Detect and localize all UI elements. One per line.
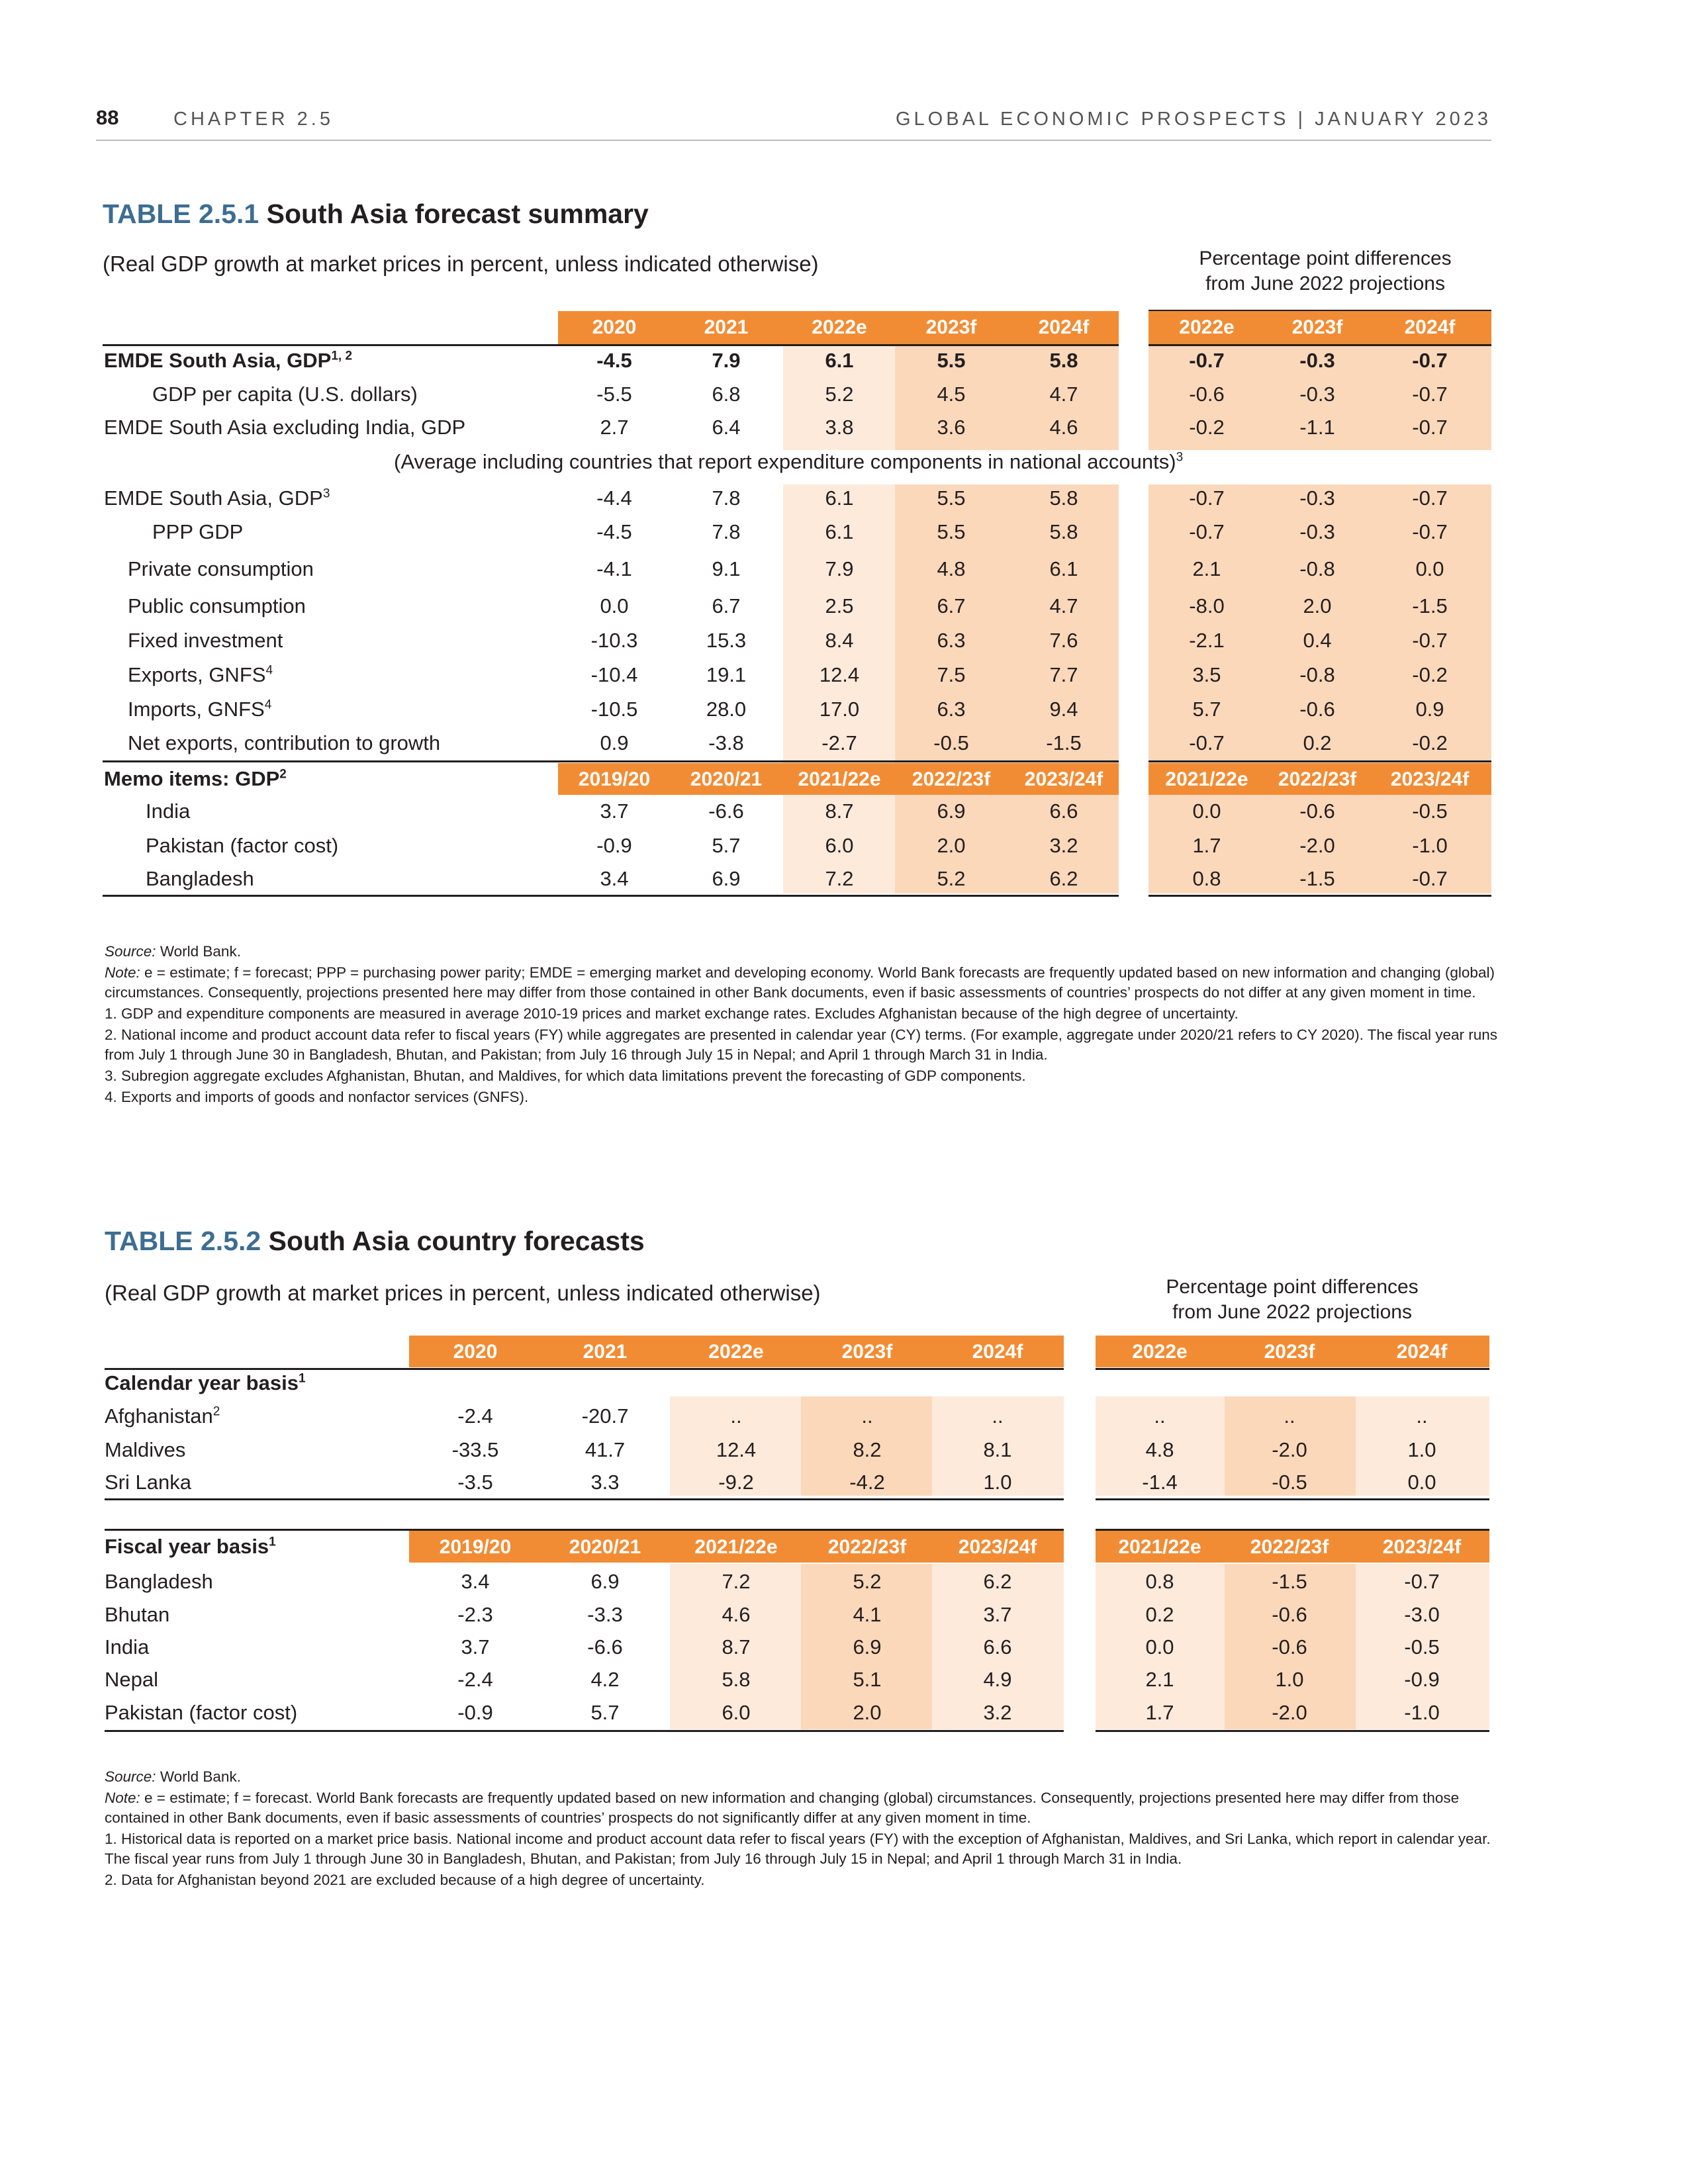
table1-cell: 4.8 (937, 557, 966, 580)
table2-bottom-rule (105, 1730, 1064, 1732)
table1-cell: 6.3 (937, 629, 966, 652)
table1-diff-cell: -0.7 (1412, 520, 1448, 543)
table2-fy-diff-cell: 0.0 (1145, 1635, 1174, 1659)
table1-memo-cell: -0.9 (596, 834, 632, 857)
table2-fy-cell: 6.0 (722, 1701, 751, 1724)
table1-memo-cell: 5.2 (937, 867, 966, 890)
table1-note: Note: e = estimate; f = forecast; PPP = purchasing power parity; EMDE = emerging market and developing economy. World Bank forecasts are frequently updated based on new information and changing (global) circumstances. Consequently, projections presented here may differ from those contained in other Bank documents, even if basic assessments of countries’ prospects do not differ at any given moment in time. (105, 964, 1495, 1001)
table1-row-label: Net exports, contribution to growth (128, 731, 441, 754)
table2-fy-cell: -6.6 (587, 1635, 623, 1659)
table1-diff-header-rule (1149, 344, 1491, 346)
table1-title (103, 199, 649, 230)
table1-cell: -4.1 (596, 557, 632, 580)
table1-cell: 7.9 (825, 557, 854, 580)
table1-memo-cell: 6.9 (937, 799, 966, 823)
table2-cal-diff-col-header: 2024f (1396, 1341, 1448, 1363)
table2-fy-cell: 2.0 (853, 1701, 882, 1724)
table1-diff-cell: -2.1 (1189, 629, 1225, 652)
table2-title (105, 1226, 645, 1257)
table1-pp-note-line1: Percentage point differences (1199, 248, 1452, 269)
table2-cal-col-header: 2022e (708, 1341, 764, 1363)
table2-fy-diff-cell: 0.8 (1145, 1570, 1174, 1593)
table1-cell: 6.1 (825, 486, 854, 510)
table2-cal-col-header: 2020 (453, 1341, 498, 1363)
table2-fy-diff-cell: 0.2 (1145, 1603, 1174, 1626)
table2-cal-label: Calendar year basis$^1$ (105, 1371, 306, 1394)
table1-cell: 12.4 (819, 663, 860, 686)
table1-section-note: (Average including countries that report expenditure components in national accounts)$^3$ (394, 450, 1184, 473)
table2-note: Note: e = estimate; f = forecast. World Bank forecasts are frequently updated based on new information and changing (global) circumstances. Consequently, projections presented here may differ from those contained in other Bank documents, even if basic assessments of countries’ prospects do not significantly differ at any given moment in time. (105, 1790, 1460, 1826)
table1-footnote-2: 2. National income and product account data refer to fiscal years (FY) while aggregates are presented in calendar year (CY) terms. (For example, aggregate under 2020/21 refers to CY 2020). The fiscal year runs from July 1 through June 30 in Bangladesh, Bhutan, and Pakistan; from July 16 through July 15 in Nepal; and April 1 through March 31 in India. (105, 1026, 1498, 1063)
table2-cal-col-header: 2023f (841, 1341, 893, 1363)
table2-pp-note-line2: from June 2022 projections (1172, 1301, 1412, 1323)
table2-cal-cell: 8.2 (853, 1438, 882, 1461)
table1-memo-diff-cell: -1.0 (1412, 834, 1448, 857)
table1-diff-cell: 3.5 (1192, 663, 1221, 686)
table2-fy-cell: 6.6 (983, 1635, 1012, 1659)
table2-fy-cell: 4.2 (590, 1668, 620, 1691)
table1-cell: 2.5 (825, 594, 854, 617)
table2-cal-diff-col-header: 2023f (1264, 1341, 1315, 1363)
page-number: 88 (96, 106, 119, 129)
table1-cell: 4.6 (1049, 416, 1078, 439)
table2-fy-col-header: 2020/21 (569, 1536, 641, 1558)
table1-memo-col-header: 2022/23f (912, 768, 991, 790)
table2-cal-cell: .. (992, 1404, 1004, 1428)
table1-diff-cell: -0.7 (1412, 416, 1448, 439)
table2-fy-cell: -0.9 (457, 1701, 493, 1724)
table1-memo-cell: 7.2 (825, 867, 854, 890)
table2-fy-cell: 6.2 (983, 1570, 1012, 1593)
table1-row-label: Fixed investment (128, 629, 283, 652)
table2-cal-diff-cell: .. (1416, 1404, 1428, 1428)
table1-diff-cell: -8.0 (1189, 594, 1225, 617)
table2-cal-col-header: 2021 (583, 1341, 628, 1363)
table2-cal-diff-header-rule (1096, 1368, 1489, 1370)
table1-memo-diff-rule (1149, 760, 1491, 762)
table1-cell: -10.4 (590, 663, 638, 686)
table1-cell: -4.5 (596, 349, 632, 372)
table1-col-header: 2022e (812, 316, 867, 338)
table2-cal-bottom-rule (105, 1498, 1064, 1500)
table2-cal-col-header: 2024f (972, 1341, 1023, 1363)
table1-cell: -10.3 (590, 629, 638, 652)
table2-cal-cell: 3.3 (590, 1471, 620, 1494)
table1-notes (105, 942, 1501, 1109)
table1-cell: 15.3 (706, 629, 747, 652)
table2-cal-cell: 1.0 (983, 1471, 1012, 1494)
table1-cell: 5.5 (937, 349, 966, 372)
table1-diff-cell: -0.6 (1189, 383, 1225, 406)
table1-cell: 6.1 (1049, 557, 1078, 580)
table1-diff-cell: 2.1 (1192, 557, 1221, 580)
table1-cell: 7.9 (712, 349, 741, 372)
table1-memo-diff-cell: -0.7 (1412, 867, 1448, 890)
table2-cal-cell: .. (861, 1404, 873, 1428)
table2-fy-col-header: 2023/24f (958, 1536, 1037, 1558)
table2-fy-cell: 6.9 (853, 1635, 882, 1659)
table1-diff-col-header: 2023f (1291, 316, 1343, 338)
table1-memo-cell: 6.2 (1049, 867, 1078, 890)
table2-fy-cell: -2.4 (457, 1668, 493, 1691)
table2-cal-diff-cell: -0.5 (1272, 1471, 1307, 1494)
table1-footnote-3: 3. Subregion aggregate excludes Afghanistan, Bhutan, and Maldives, for which data limitations prevent the forecasting of GDP components. (105, 1068, 1026, 1084)
table2-fy-diff-cell: -2.0 (1272, 1701, 1307, 1724)
table2-footnote-2: 2. Data for Afghanistan beyond 2021 are excluded because of a high degree of uncertainty. (105, 1872, 705, 1888)
table1-cell: 4.7 (1049, 594, 1078, 617)
chapter-label: CHAPTER 2.5 (173, 109, 334, 130)
table2-subtitle: (Real GDP growth at market prices in percent, unless indicated otherwise) (105, 1281, 821, 1305)
table1-bottom-rule (103, 895, 1119, 897)
table1-cell: 5.2 (825, 383, 854, 406)
table2-fy-diff-col-header: 2023/24f (1382, 1536, 1462, 1558)
table2-fy-cell: 5.8 (722, 1668, 751, 1691)
table1-cell: 6.3 (937, 698, 966, 721)
table1-cell: -1.5 (1046, 731, 1082, 754)
table1-memo-label: Memo items: GDP$^2$ (104, 767, 287, 790)
publication-title: GLOBAL ECONOMIC PROSPECTS | JANUARY 2023 (896, 109, 1491, 130)
table1-memo-cell: 2.0 (937, 834, 966, 857)
table2-cal-cell: -33.5 (451, 1438, 499, 1461)
table1-diff-cell: -0.3 (1299, 383, 1335, 406)
table2-fy-cell: 7.2 (722, 1570, 751, 1593)
table1-diff-cell: -0.7 (1412, 486, 1448, 510)
table1-memo-cell: 3.2 (1049, 834, 1078, 857)
table1-cell: 6.8 (712, 383, 741, 406)
table1-cell: 6.7 (937, 594, 966, 617)
table2-fy-col-header: 2019/20 (439, 1536, 512, 1558)
table1-memo-cell: 6.6 (1049, 799, 1078, 823)
table2-fy-cell: 4.6 (722, 1603, 751, 1626)
table1-footnote-1: 1. GDP and expenditure components are measured in average 2010-19 prices and market exchange rates. Excludes Afghanistan because of the high degree of uncertainty. (105, 1005, 1239, 1022)
table1-cell: 3.8 (825, 416, 854, 439)
table1-cell: 4.7 (1049, 383, 1078, 406)
table2-fy-diff-cell: -0.6 (1272, 1603, 1307, 1626)
table1-col-header: 2021 (704, 316, 749, 338)
table1-diff-bottom-rule (1149, 895, 1491, 897)
table2-fy-cell: -3.3 (587, 1603, 623, 1626)
table2-fy-row-label: Pakistan (factor cost) (105, 1701, 298, 1724)
table2-fy-diff-col-header: 2022/23f (1250, 1536, 1329, 1558)
table2-fy-diff-cell: -0.5 (1404, 1635, 1440, 1659)
table1-cell: 0.0 (600, 594, 629, 617)
table2-number: TABLE 2.5.2 (105, 1226, 261, 1256)
table1-memo-cell: 3.4 (600, 867, 629, 890)
table2-fy-diff-cell: -1.5 (1272, 1570, 1307, 1593)
table2-cal-diff-cell: -2.0 (1272, 1438, 1307, 1461)
table2-fy-diff-cell: -3.0 (1404, 1603, 1440, 1626)
table2-fy-cell: 3.4 (461, 1570, 490, 1593)
table2-fy-diff-cell: -0.7 (1404, 1570, 1440, 1593)
table1-cell: 5.8 (1049, 486, 1078, 510)
table1-col-header: 2023f (925, 316, 977, 338)
table2-fy-diff-cell: 1.0 (1275, 1668, 1304, 1691)
table1-row-label: Private consumption (128, 557, 314, 580)
table1-diff-col-header: 2024f (1404, 316, 1456, 338)
table1-memo-cell: 8.7 (825, 799, 854, 823)
table1-diff-cell: -0.7 (1412, 349, 1448, 372)
table1-cell: 17.0 (819, 698, 860, 721)
table1-cell: 4.5 (937, 383, 966, 406)
table1-row-label: PPP GDP (152, 520, 244, 543)
table1-title-text: South Asia forecast summary (266, 199, 649, 229)
table1-diff-cell: -1.1 (1299, 416, 1335, 439)
table2-fy-col-header: 2022/23f (827, 1536, 907, 1558)
table1-memo-cell: 5.7 (712, 834, 741, 857)
table2-fy-diff-col-header: 2021/22e (1118, 1536, 1201, 1558)
table1-cell: 0.9 (600, 731, 629, 754)
table1-diff-cell: -0.7 (1189, 486, 1225, 510)
table1-cell: 5.5 (937, 520, 966, 543)
table1-col-header: 2020 (592, 316, 637, 338)
table1-diff-cell: -0.7 (1189, 731, 1225, 754)
table1-cell: 3.6 (937, 416, 966, 439)
table2-notes (105, 1767, 1501, 1891)
table1-memo-row-label: Pakistan (factor cost) (146, 834, 339, 857)
table2-cal-cell: .. (730, 1404, 742, 1428)
table1-cell: 9.1 (712, 557, 741, 580)
table1-diff-cell: -0.7 (1412, 629, 1448, 652)
table1-footnote-4: 4. Exports and imports of goods and nonfactor services (GNFS). (105, 1089, 529, 1105)
table1-diff-cell: -0.7 (1412, 383, 1448, 406)
table1-cell: 6.1 (825, 349, 854, 372)
table2-cal-cell: 12.4 (716, 1438, 757, 1461)
table1-header-rule (103, 344, 1119, 346)
table2-fy-cell: 5.2 (853, 1570, 882, 1593)
table2-cal-row-label: Afghanistan$^2$ (105, 1404, 220, 1428)
table1-memo-cell: -6.6 (708, 799, 744, 823)
table1-cell: 7.6 (1049, 629, 1078, 652)
table1-memo-col-header: 2020/21 (690, 768, 763, 790)
table1-cell: -0.5 (933, 731, 969, 754)
table1-pp-note-line2: from June 2022 projections (1205, 273, 1445, 295)
table2-fy-diff-cell: 1.7 (1145, 1701, 1174, 1724)
table2-fy-cell: 4.9 (983, 1668, 1012, 1691)
table1-cell: 6.4 (712, 416, 741, 439)
table2-title-text: South Asia country forecasts (268, 1226, 645, 1256)
table2-cal-cell: -4.2 (849, 1471, 885, 1494)
table1-diff-cell: 0.0 (1415, 557, 1444, 580)
table2-pp-note (1120, 1275, 1464, 1325)
table1-cell: 7.8 (712, 520, 741, 543)
table2-fy-cell: 8.7 (722, 1635, 751, 1659)
table2-cal-diff-cell: .. (1284, 1404, 1295, 1428)
table1-diff-cell: 0.2 (1303, 731, 1332, 754)
table1-row-label: EMDE South Asia excluding India, GDP (104, 416, 466, 439)
table1-memo-diff-col-header: 2022/23f (1278, 768, 1357, 790)
table1-cell: 5.8 (1049, 520, 1078, 543)
table1-memo-diff-cell: -1.5 (1299, 867, 1335, 890)
table2-fy-cell: -2.3 (457, 1603, 493, 1626)
table2-cal-cell: -3.5 (457, 1471, 493, 1494)
table1-memo-diff-cell: 0.0 (1192, 799, 1221, 823)
table2-pp-note-line1: Percentage point differences (1166, 1276, 1419, 1298)
table2-fy-cell: 3.2 (983, 1701, 1012, 1724)
table2-fy-row-label: Bhutan (105, 1603, 170, 1626)
table1-cell: 19.1 (706, 663, 747, 686)
table1-row-label: Imports, GNFS$^4$ (128, 698, 272, 721)
table1-subtitle: (Real GDP growth at market prices in percent, unless indicated otherwise) (103, 251, 819, 276)
table1-diff-cell: -0.3 (1299, 486, 1335, 510)
table1-cell: 5.8 (1049, 349, 1078, 372)
table2-cal-diff-cell: -1.4 (1142, 1471, 1178, 1494)
table2-fy-diff-cell: -0.6 (1272, 1635, 1307, 1659)
table1-memo-cell: 6.0 (825, 834, 854, 857)
table2-cal-cell: -9.2 (718, 1471, 754, 1494)
table1-memo-col-header: 2019/20 (578, 768, 651, 790)
table1-diff-cell: 5.7 (1192, 698, 1221, 721)
table2-cal-row-label: Maldives (105, 1438, 186, 1461)
table2-fy-cell: 3.7 (461, 1635, 490, 1659)
table2-cal-cell: 8.1 (983, 1438, 1012, 1461)
table1-number: TABLE 2.5.1 (103, 199, 259, 229)
table1-diff-cell: 0.4 (1303, 629, 1332, 652)
table1-memo-rule (103, 760, 1119, 762)
table2-fy-row-label: Nepal (105, 1668, 158, 1691)
table1-cell: -4.4 (596, 486, 632, 510)
table2-fy-cell: 3.7 (983, 1603, 1012, 1626)
table1-memo-diff-cell: 0.8 (1192, 867, 1221, 890)
table1-row-label: EMDE South Asia, GDP$^{1, 2}$ (104, 349, 353, 372)
table2-fy-label: Fiscal year basis$^1$ (105, 1535, 276, 1558)
table1-memo-diff-col-header: 2021/22e (1165, 768, 1248, 790)
table2-fy-cell: 5.7 (590, 1701, 620, 1724)
table1-cell: 7.5 (937, 663, 966, 686)
table1-memo-row-label: India (146, 799, 191, 823)
table1-diff-cell: -0.2 (1189, 416, 1225, 439)
table1-cell: 9.4 (1049, 698, 1078, 721)
table2-fy-cell: 5.1 (853, 1668, 882, 1691)
table1-diff-cell: -0.2 (1412, 731, 1448, 754)
table2-cal-row-label: Sri Lanka (105, 1471, 191, 1494)
table2-fy-diff-cell: -1.0 (1404, 1701, 1440, 1724)
table1-cell: -2.7 (821, 731, 857, 754)
table1-diff-cell: -0.7 (1189, 349, 1225, 372)
table1-cell: -4.5 (596, 520, 632, 543)
table2-footnote-1: 1. Historical data is reported on a market price basis. National income and product account data refer to fiscal years (FY) with the exception of Afghanistan, Maldives, and Sri Lanka, which report in calendar year. The fiscal year runs from July 1 through June 30 in Bangladesh, Bhutan, and Pakistan; from July 16 through July 15 in Nepal; and April 1 through March 31 in India. (105, 1831, 1491, 1867)
table2-fy-diff-cell: 2.1 (1145, 1668, 1174, 1691)
header-rule (96, 140, 1491, 141)
table1-diff-cell: 0.9 (1415, 698, 1444, 721)
table2-fy-cell: 4.1 (853, 1603, 882, 1626)
table1-memo-cell: 6.9 (712, 867, 741, 890)
table1-row-label: GDP per capita (U.S. dollars) (152, 383, 418, 406)
table1-diff-col-header: 2022e (1179, 316, 1235, 338)
table2-cal-diff-cell: 4.8 (1145, 1438, 1174, 1461)
table1-cell: 5.5 (937, 486, 966, 510)
table1-cell: 6.1 (825, 520, 854, 543)
table2-fy-row-label: Bangladesh (105, 1570, 213, 1593)
table1-diff-cell: -0.8 (1299, 663, 1335, 686)
table2-cal-cell: -20.7 (581, 1404, 629, 1428)
table1-memo-col-header: 2023/24f (1024, 768, 1103, 790)
table1-cell: -10.5 (590, 698, 638, 721)
table1-row-label: Exports, GNFS$^4$ (128, 663, 273, 686)
table1-row-label: EMDE South Asia, GDP$^3$ (104, 486, 330, 510)
table1-cell: 8.4 (825, 629, 854, 652)
table1-diff-cell: -0.8 (1299, 557, 1335, 580)
table1-cell: 2.7 (600, 416, 629, 439)
table1-cell: -5.5 (596, 383, 632, 406)
table1-diff-cell: -1.5 (1412, 594, 1448, 617)
table1-diff-cell: -0.7 (1189, 520, 1225, 543)
table2-cal-diff-cell: 1.0 (1407, 1438, 1436, 1461)
table2-cal-cell: -2.4 (457, 1404, 493, 1428)
table2-cal-header-rule (105, 1368, 1064, 1370)
table1-diff-cell: -0.6 (1299, 698, 1335, 721)
table1-diff-cell: -0.3 (1299, 520, 1335, 543)
table2-cal-diff-bottom-rule (1096, 1498, 1489, 1500)
table2-cal-cell: 41.7 (585, 1438, 626, 1461)
table1-memo-cell: 3.7 (600, 799, 629, 823)
table1-memo-diff-cell: 1.7 (1192, 834, 1221, 857)
table2-fy-cell: 6.9 (590, 1570, 620, 1593)
table1-cell: 28.0 (706, 698, 747, 721)
table2-fy-diff-cell: -0.9 (1404, 1668, 1440, 1691)
table1-source: Source: World Bank. (105, 943, 241, 960)
table1-memo-diff-cell: -0.5 (1412, 799, 1448, 823)
table1-cell: 6.7 (712, 594, 741, 617)
table1-memo-diff-col-header: 2023/24f (1390, 768, 1470, 790)
table1-diff-cell: -0.3 (1299, 349, 1335, 372)
table1-col-header: 2024f (1038, 316, 1090, 338)
table1-cell: 7.8 (712, 486, 741, 510)
table2-cal-diff-cell: 0.0 (1407, 1471, 1436, 1494)
table1-memo-diff-cell: -2.0 (1299, 834, 1335, 857)
table2-fy-col-header: 2021/22e (694, 1536, 778, 1558)
table2-cal-diff-cell: .. (1154, 1404, 1166, 1428)
table2-diff-bottom-rule (1096, 1730, 1489, 1732)
table2-cal-diff-col-header: 2022e (1132, 1341, 1188, 1363)
table2-source: Source: World Bank. (105, 1768, 241, 1785)
table1-memo-col-header: 2021/22e (798, 768, 881, 790)
table1-memo-row-label: Bangladesh (146, 867, 254, 890)
table1-row-label: Public consumption (128, 594, 306, 617)
table1-diff-cell: -0.2 (1412, 663, 1448, 686)
table1-pp-note (1153, 246, 1497, 296)
table2-fy-row-label: India (105, 1635, 150, 1659)
table1-cell: -3.8 (708, 731, 744, 754)
table1-cell: 7.7 (1049, 663, 1078, 686)
table1-diff-cell: 2.0 (1303, 594, 1332, 617)
table1-memo-diff-cell: -0.6 (1299, 799, 1335, 823)
